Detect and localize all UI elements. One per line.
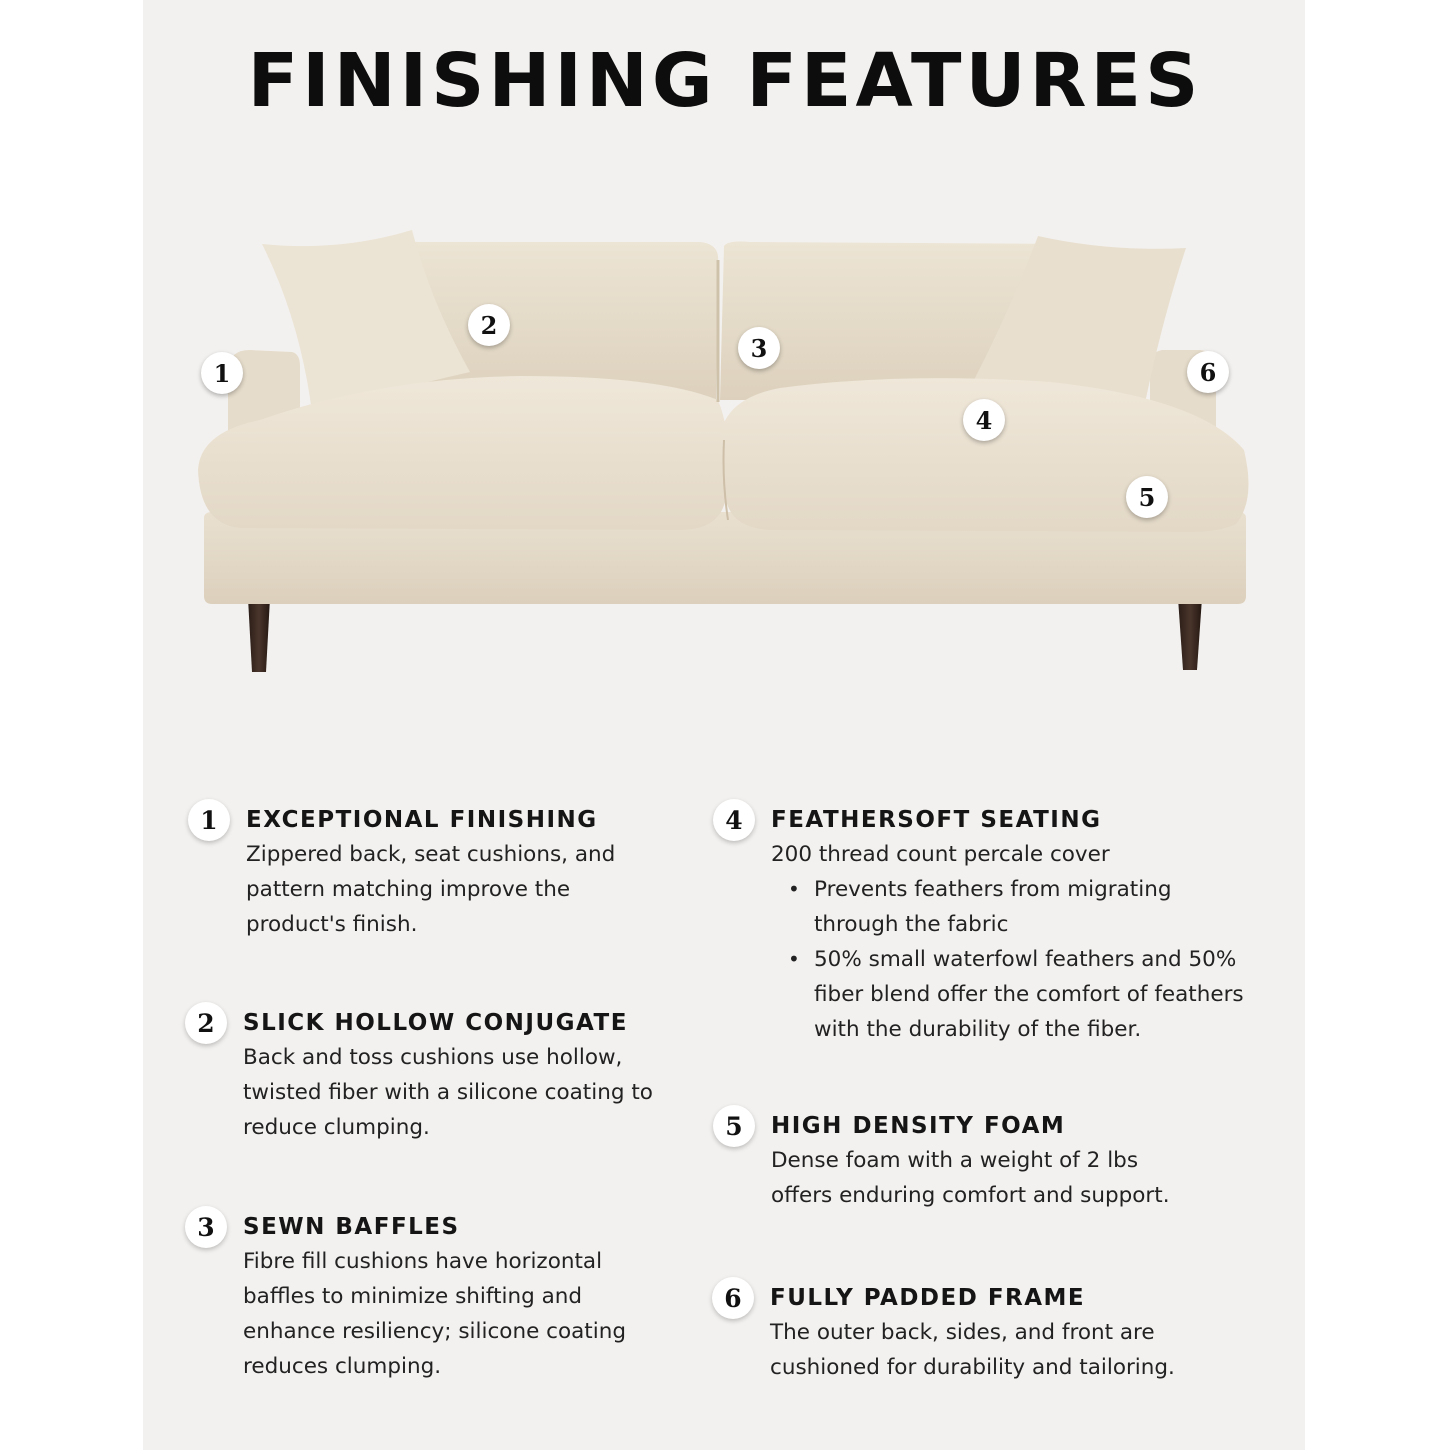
feature-number: 3 (185, 1206, 227, 1248)
feature-text: Back and toss cushions use hollow, twisted fiber with a silicone coating to reduce clumping. (243, 1045, 653, 1140)
feature-number: 1 (188, 799, 230, 841)
feature-number: 2 (185, 1002, 227, 1044)
sofa-leg-left (248, 598, 270, 672)
feature-5 (725, 1111, 1191, 1213)
feature-text: Dense foam with a weight of 2 lbs offers enduring comfort and support. (771, 1148, 1170, 1208)
feature-4 (725, 805, 1261, 1047)
feature-number: 6 (712, 1277, 754, 1319)
feature-number: 4 (713, 799, 755, 841)
feature-bullet: • Prevents feathers from migrating through the fabric (814, 872, 1194, 942)
marker-2: 2 (468, 304, 510, 346)
feature-text: The outer back, sides, and front are cushioned for durability and tailoring. (770, 1320, 1175, 1380)
feature-text: Fibre fill cushions have horizontal baffles to minimize shifting and enhance resiliency; silicone coating reduces clumping. (243, 1249, 626, 1379)
feature-2 (197, 1008, 653, 1145)
feature-6 (724, 1283, 1200, 1385)
marker-1: 1 (201, 352, 243, 394)
feature-bullet-list (771, 872, 1261, 1047)
feature-bullet: • 50% small waterfowl feathers and 50% fiber blend offer the comfort of feathers with the durability of the fiber. (814, 942, 1259, 1047)
marker-4: 4 (963, 399, 1005, 441)
sofa-leg-right (1178, 598, 1202, 670)
feature-heading: FEATHERSOFT SEATING (771, 807, 1102, 833)
feature-number: 5 (713, 1105, 755, 1147)
feature-heading: FULLY PADDED FRAME (770, 1285, 1086, 1311)
feature-3 (197, 1212, 653, 1384)
feature-heading: HIGH DENSITY FOAM (771, 1113, 1066, 1139)
marker-5: 5 (1126, 476, 1168, 518)
feature-heading: SLICK HOLLOW CONJUGATE (243, 1010, 628, 1036)
feature-text: Zippered back, seat cushions, and pattern matching improve the product's finish. (246, 842, 616, 937)
feature-text: 200 thread count percale cover (771, 842, 1110, 867)
marker-3: 3 (738, 327, 780, 369)
page-title: FINISHING FEATURES (247, 38, 1203, 124)
feature-heading: SEWN BAFFLES (243, 1214, 460, 1240)
feature-heading: EXCEPTIONAL FINISHING (246, 807, 598, 833)
marker-6: 6 (1187, 351, 1229, 393)
feature-1 (200, 805, 646, 942)
